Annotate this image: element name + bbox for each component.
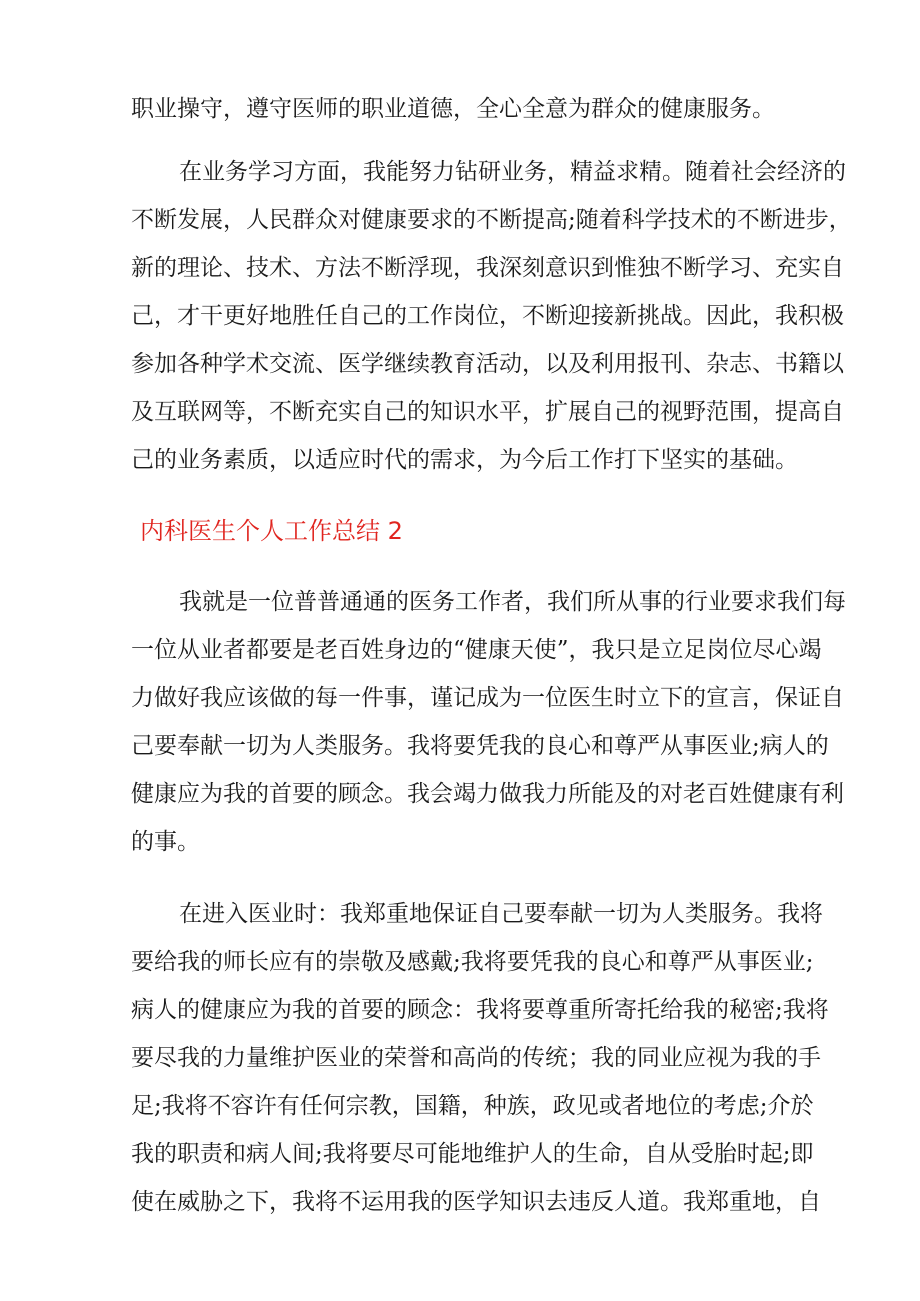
section-heading: 内科医生个人工作总结 2 — [140, 517, 403, 545]
paragraph-1-line-2: 不断发展，人民群众对健康要求的不断提高;随着科学技术的不断进步， — [131, 207, 852, 233]
paragraph-2-line-3: 力做好我应该做的每一件事，谨记成为一位医生时立下的宣言，保证自 — [131, 685, 844, 711]
paragraph-2-line-2: 一位从业者都要是老百姓身边的“健康天使”，我只是立足岗位尽心竭 — [131, 637, 822, 663]
paragraph-1-line-5: 参加各种学术交流、医学继续教育活动，以及利用报刊、杂志、书籍以 — [131, 351, 844, 377]
paragraph-1-line-7: 己的业务素质，以适应时代的需求，为今后工作打下坚实的基础。 — [131, 447, 798, 473]
paragraph-3-line-1: 在进入医业时：我郑重地保证自己要奉献一切为人类服务。我将 — [179, 901, 823, 927]
paragraph-2-line-4: 己要奉献一切为人类服务。我将要凭我的良心和尊严从事医业;病人的 — [131, 733, 829, 759]
paragraph-2-line-5: 健康应为我的首要的顾念。我会竭力做我力所能及的对老百姓健康有利 — [131, 781, 844, 807]
paragraph-1-line-1: 在业务学习方面，我能努力钻研业务，精益求精。随着社会经济的 — [179, 159, 846, 185]
paragraph-3-line-5: 足;我将不容许有任何宗教，国籍，种族，政见或者地位的考虑;介於 — [131, 1093, 814, 1119]
paragraph-0-line-1: 职业操守，遵守医师的职业道德，全心全意为群众的健康服务。 — [131, 96, 775, 122]
paragraph-1-line-3: 新的理论、技术、方法不断浮现，我深刻意识到惟独不断学习、充实自 — [131, 255, 844, 281]
paragraph-2-line-6: 的事。 — [131, 829, 200, 855]
paragraph-3-line-3: 病人的健康应为我的首要的顾念：我将要尊重所寄托给我的秘密;我将 — [131, 997, 829, 1023]
paragraph-1-line-6: 及互联网等，不断充实自己的知识水平，扩展自己的视野范围，提高自 — [131, 399, 844, 425]
paragraph-3-line-7: 使在威胁之下，我将不运用我的医学知识去违反人道。我郑重地，自 — [131, 1189, 821, 1215]
paragraph-3-line-6: 我的职责和病人间;我将要尽可能地维护人的生命，自从受胎时起;即 — [131, 1141, 814, 1167]
paragraph-3-line-4: 要尽我的力量维护医业的荣誉和高尚的传统；我的同业应视为我的手 — [131, 1045, 821, 1071]
paragraph-1-line-4: 己，才干更好地胜任自己的工作岗位，不断迎接新挑战。因此，我积极 — [131, 303, 844, 329]
paragraph-3-line-2: 要给我的师长应有的崇敬及感戴;我将要凭我的良心和尊严从事医业; — [131, 949, 814, 975]
paragraph-2-line-1: 我就是一位普普通通的医务工作者，我们所从事的行业要求我们每 — [179, 589, 846, 615]
